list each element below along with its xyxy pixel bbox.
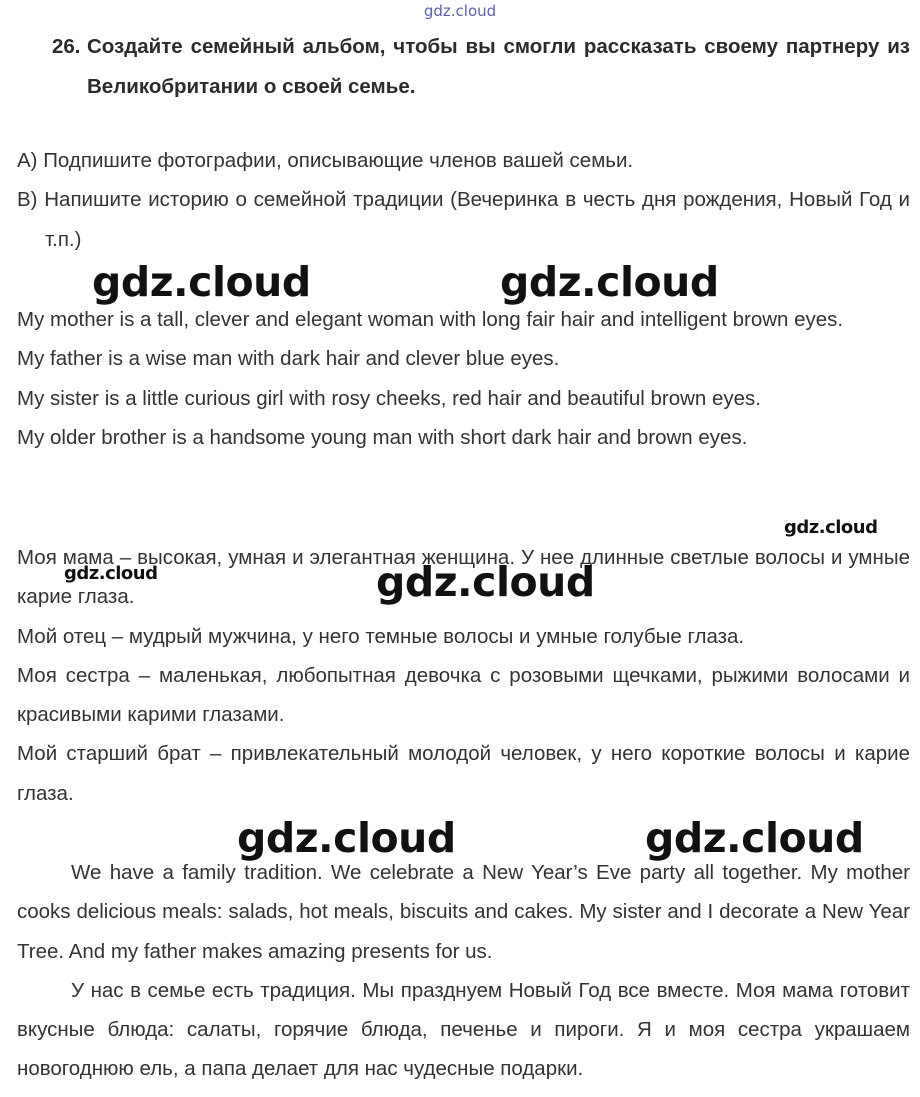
description-brother-ru: Мой старший брат – привлекательный молодой человек, у него короткие волосы и карие глаза. [17,742,910,805]
watermark: gdz.cloud [500,258,719,306]
watermark: gdz.cloud [784,517,878,538]
tradition-en: We have a family tradition. We celebrate a New Year’s Eve party all together. My mother cooks delicious meals: salads, hot meals, biscuits and cakes. My sister and I decorate a New Year Tree. And my father makes amazing presents for us. [17,861,910,963]
watermark: gdz.cloud [376,558,595,606]
description-sister-ru: Моя сестра – маленькая, любопытная девочка с розовыми щечками, рыжими волосами и красивыми карими глазами. [17,663,910,727]
watermark: gdz.cloud [237,814,456,862]
description-brother-en: My older brother is a handsome young man with short dark hair and brown eyes. [17,425,748,449]
watermark: gdz.cloud [64,563,158,584]
tradition-story [17,853,910,1089]
top-watermark: gdz.cloud [423,2,497,20]
english-descriptions [17,300,910,457]
tradition-ru: У нас в семье есть традиция. Мы празднуем Новый Год все вместе. Моя мама готовит вкусные блюда: салаты, горячие блюда, печенье и пироги. Я и моя сестра украшаем новогоднюю ель, а папа делает для нас чудесные подарки. [17,978,910,1081]
task-number: 26. [52,35,81,58]
description-sister-en: My sister is a little curious girl with rosy cheeks, red hair and beautiful brown eyes. [17,386,762,410]
task-title: Создайте семейный альбом, чтобы вы смогли рассказать своему партнеру из Великобритании о своей семье. [87,35,910,98]
task-heading [52,27,910,107]
watermark: gdz.cloud [645,814,864,862]
instruction-b: В) Напишите историю о семейной традиции (Вечеринка в честь дня рождения, Новый Год и т.п.) [17,188,910,251]
instruction-a: А) Подпишите фотографии, описывающие членов вашей семьи. [17,149,634,172]
description-father-en: My father is a wise man with dark hair and clever blue eyes. [17,347,560,371]
description-mother-en: My mother is a tall, clever and elegant woman with long fair hair and intelligent brown eyes. [17,308,844,331]
instructions [17,141,910,259]
description-father-ru: Мой отец – мудрый мужчина, у него темные волосы и умные голубые глаза. [17,624,745,648]
watermark: gdz.cloud [92,258,311,306]
description-mother-ru: Моя мама – высокая, умная и элегантная женщина. У нее длинные светлые волосы и умные карие глаза. [17,546,910,609]
